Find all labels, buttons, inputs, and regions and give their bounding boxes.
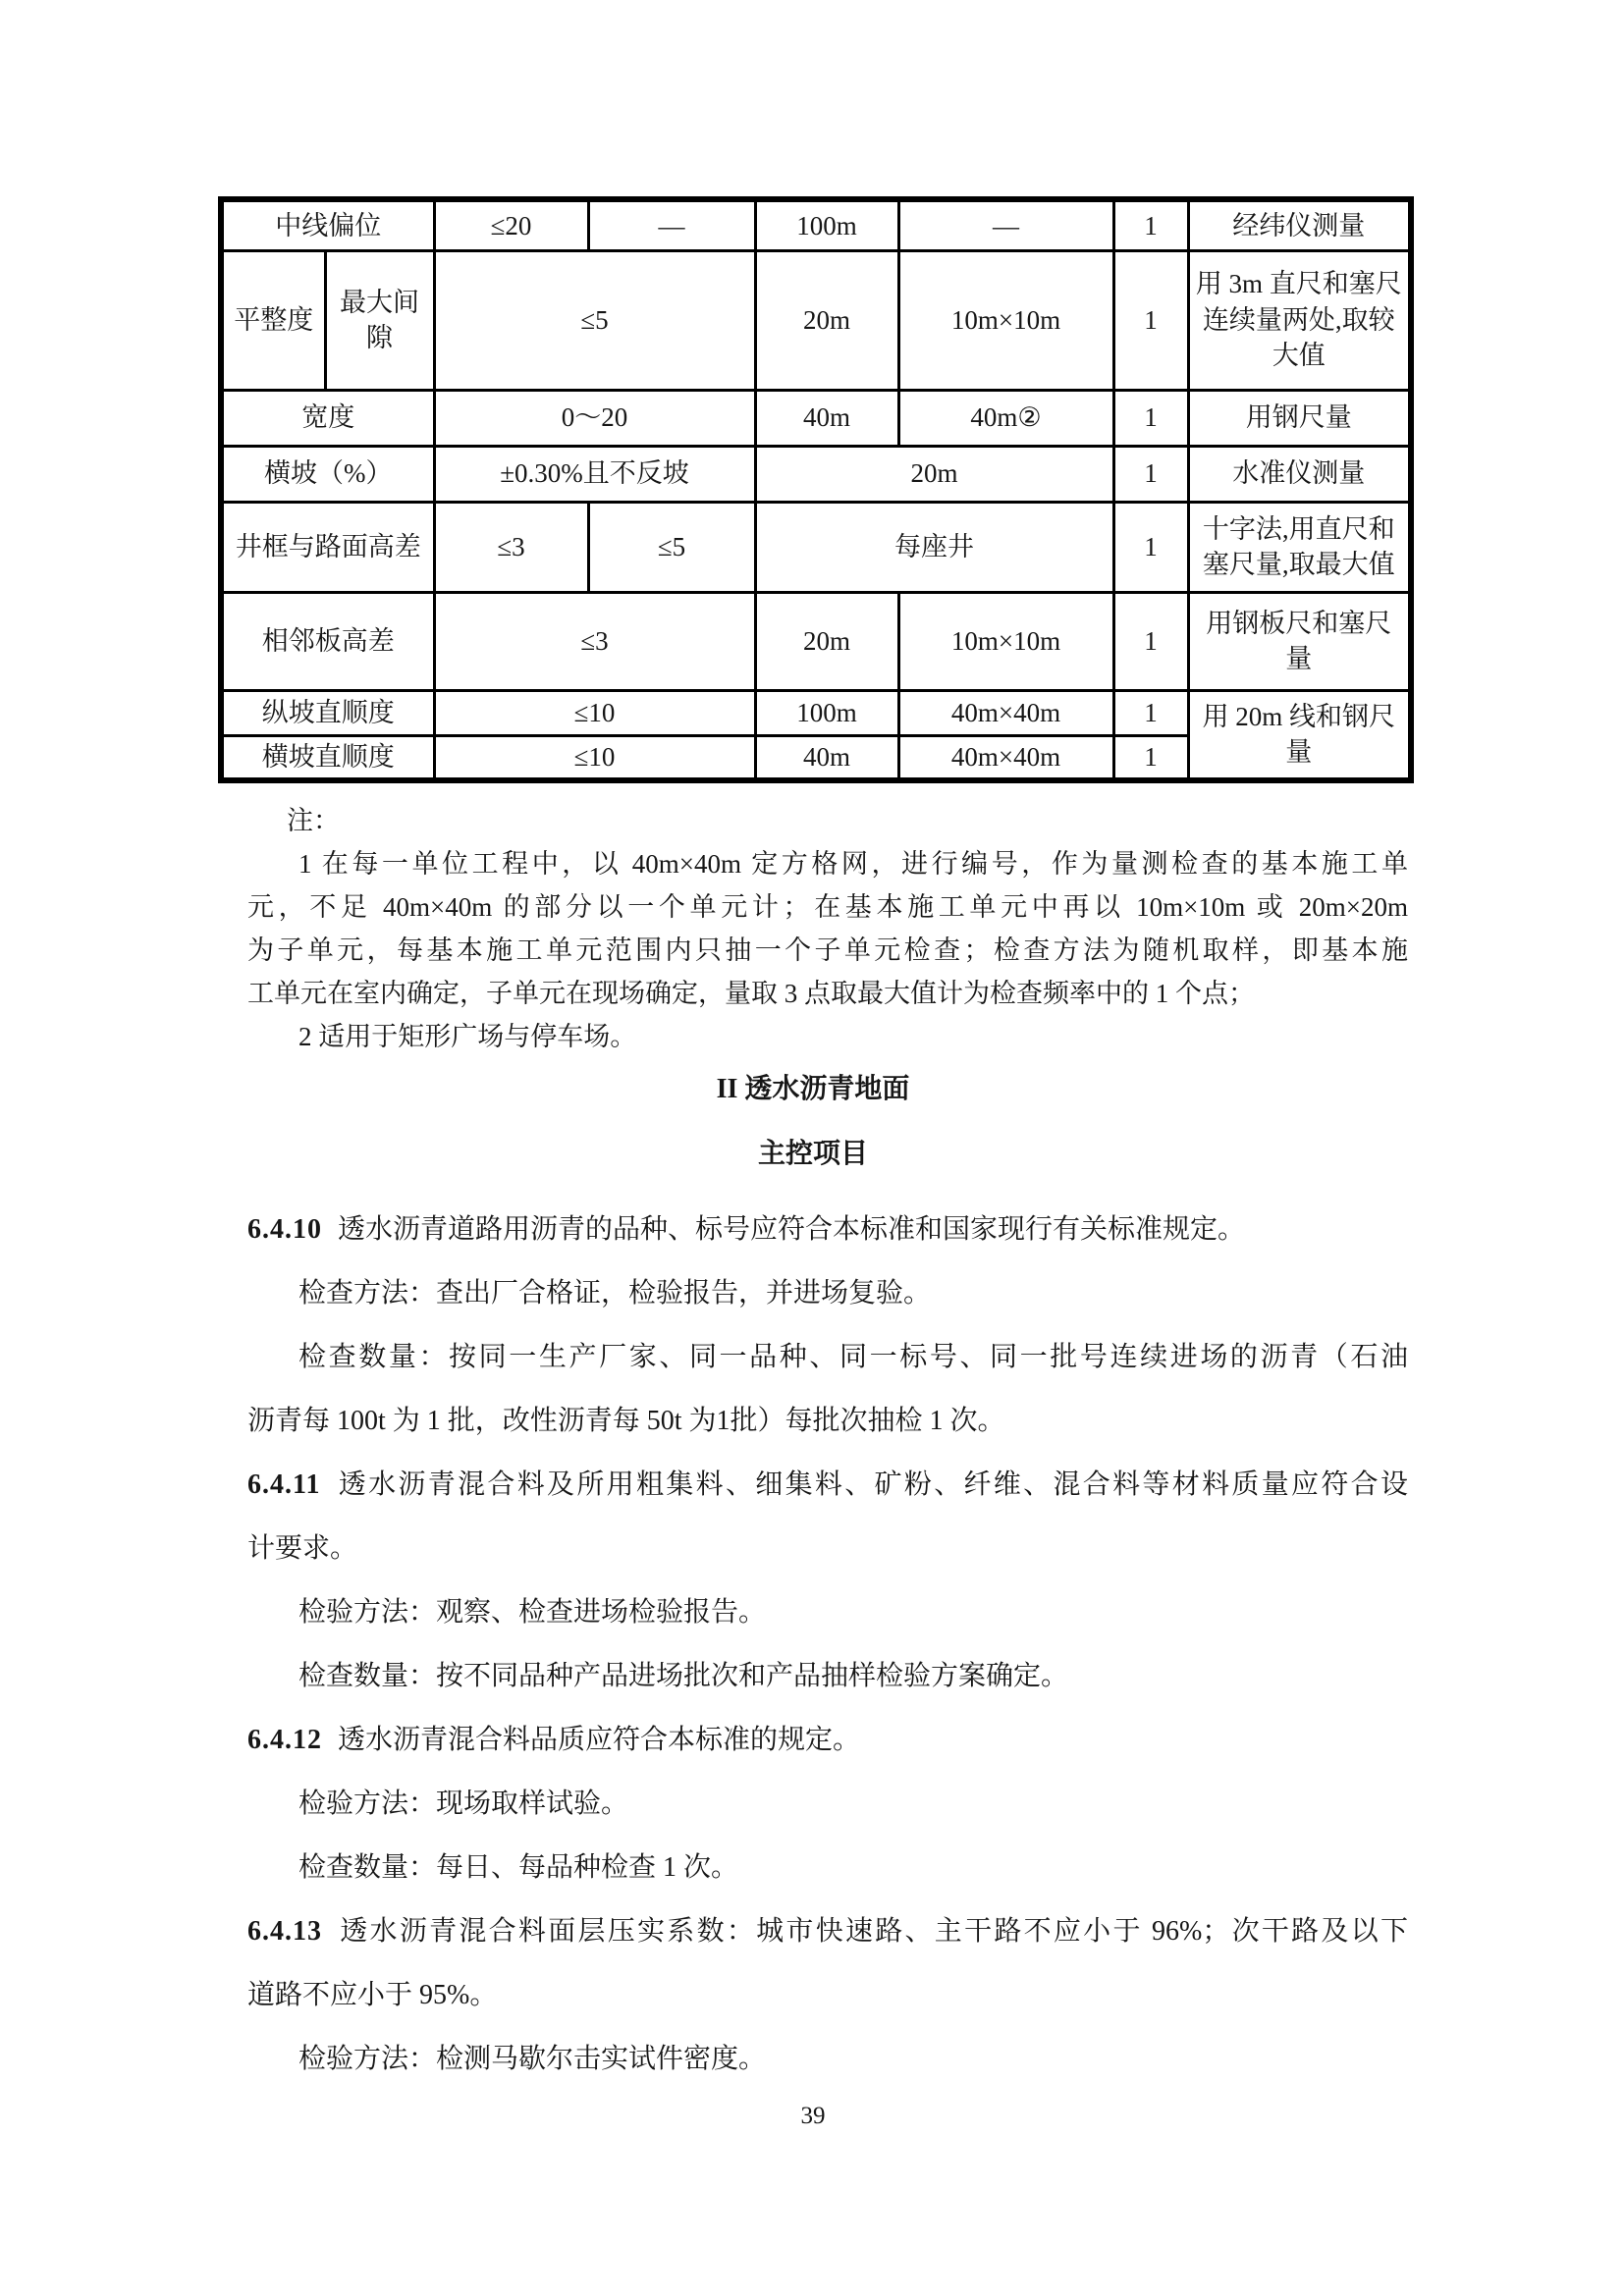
body-text: [247, 1198, 1408, 2091]
note-line: 为子单元，每基本施工单元范围内只抽一个子单元检查；检查方法为随机取样，即基本施: [247, 935, 1408, 965]
clause-text: 透水沥青道路用沥青的品种、标号应符合本标准和国家现行有关标准规定。: [338, 1214, 1246, 1245]
page-number: 39: [800, 2103, 826, 2129]
cell-range: 10m×10m: [898, 592, 1113, 690]
body-line: 检验方法：观察、检查进场检验报告。: [298, 1597, 767, 1628]
clause-number: 6.4.13: [247, 1916, 322, 1947]
cell-method: 经纬仪测量: [1188, 199, 1411, 250]
cell-range: 40m: [755, 390, 898, 446]
note-line: 1 在每一单位工程中，以 40m×40m 定方格网，进行编号，作为量测检查的基本施工单: [298, 849, 1408, 879]
cell-deviation: ≤20: [434, 199, 588, 250]
cell-method: 水准仪测量: [1188, 446, 1411, 502]
cell-deviation: ≤10: [434, 690, 755, 735]
body-line: 检查数量：每日、每品种检查 1 次。: [298, 1852, 739, 1883]
cell-method: 用 3m 直尺和塞尺连续量两处,取较大值: [1188, 250, 1411, 390]
cell-deviation: ≤5: [588, 502, 755, 592]
notes-label: 注：: [287, 806, 340, 835]
cell-range: 20m: [755, 592, 898, 690]
cell-range: 20m: [755, 250, 898, 390]
cell-count: 1: [1113, 390, 1188, 446]
clause-number: 6.4.12: [247, 1725, 322, 1755]
note-line: 2 适用于矩形广场与停车场。: [298, 1022, 637, 1051]
clause-line: [247, 1198, 1408, 1261]
cell-item: 横坡（%）: [221, 446, 434, 502]
table-row: [221, 502, 1411, 592]
cell-range: 40m×40m: [898, 735, 1113, 780]
cell-count: 1: [1113, 199, 1188, 250]
clause-number: 6.4.11: [247, 1469, 321, 1500]
cell-deviation: ≤10: [434, 735, 755, 780]
body-line: 检查方法：查出厂合格证，检验报告，并进场复验。: [298, 1278, 932, 1308]
cell-range: 20m: [755, 446, 1113, 502]
cell-item: 中线偏位: [221, 199, 434, 250]
cell-deviation: ≤5: [434, 250, 755, 390]
clause-number: 6.4.10: [247, 1214, 322, 1245]
cell-range: 10m×10m: [898, 250, 1113, 390]
clause-line: [247, 1708, 1408, 1772]
cell-count: 1: [1113, 690, 1188, 735]
body-line: 检验方法：现场取样试验。: [298, 1789, 629, 1819]
cell-range: 每座井: [755, 502, 1113, 592]
clause-line: [247, 1453, 1408, 1517]
cell-deviation: ≤3: [434, 592, 755, 690]
cell-item: 平整度: [221, 250, 325, 390]
cell-range: 40m②: [898, 390, 1113, 446]
cell-method: 用钢板尺和塞尺量: [1188, 592, 1411, 690]
cell-deviation: —: [588, 199, 755, 250]
cell-method: 用钢尺量: [1188, 390, 1411, 446]
note-line: 元，不足 40m×40m 的部分以一个单元计；在基本施工单元中再以 10m×10m 或 20m×20m: [247, 892, 1408, 922]
table-row: [221, 690, 1411, 735]
cell-range: 100m: [755, 690, 898, 735]
cell-item: 纵坡直顺度: [221, 690, 434, 735]
table-notes: [247, 799, 1408, 1058]
cell-method: 十字法,用直尺和塞尺量,取最大值: [1188, 502, 1411, 592]
cell-range: 100m: [755, 199, 898, 250]
table-row: [221, 199, 1411, 250]
cell-count: 1: [1113, 502, 1188, 592]
body-line: 道路不应小于 95%。: [247, 1980, 498, 2010]
cell-range: —: [898, 199, 1113, 250]
cell-item: 相邻板高差: [221, 592, 434, 690]
cell-item: 横坡直顺度: [221, 735, 434, 780]
cell-count: 1: [1113, 446, 1188, 502]
cell-count: 1: [1113, 592, 1188, 690]
body-line: 计要求。: [247, 1533, 358, 1564]
table-row: [221, 390, 1411, 446]
body-line: 检查数量：按同一生产厂家、同一品种、同一标号、同一批号连续进场的沥青（石油: [298, 1342, 1408, 1372]
subsection-heading: 主控项目: [757, 1139, 868, 1169]
cell-item: 井框与路面高差: [221, 502, 434, 592]
note-line: 工单元在室内确定，子单元在现场确定，量取 3 点取最大值计为检查频率中的 1 个点；: [247, 979, 1255, 1008]
section-heading: II 透水沥青地面: [716, 1074, 910, 1104]
table-row: [221, 592, 1411, 690]
cell-count: 1: [1113, 735, 1188, 780]
cell-subitem: 最大间隙: [325, 250, 434, 390]
table-row: [221, 446, 1411, 502]
cell-deviation: 0～20: [434, 390, 755, 446]
body-line: 检查数量：按不同品种产品进场批次和产品抽样检验方案确定。: [298, 1661, 1069, 1691]
body-line: 沥青每 100t 为 1 批，改性沥青每 50t 为1批）每批次抽检 1 次。: [247, 1406, 1005, 1436]
cell-count: 1: [1113, 250, 1188, 390]
table-row: [221, 250, 1411, 390]
tolerance-spec-table: [218, 196, 1414, 783]
clause-text: 透水沥青混合料及所用粗集料、细集料、矿粉、纤维、混合料等材料质量应符合设: [336, 1469, 1408, 1500]
clause-line: [247, 1899, 1408, 1963]
cell-deviation: ±0.30%且不反坡: [434, 446, 755, 502]
cell-range: 40m×40m: [898, 690, 1113, 735]
cell-item: 宽度: [221, 390, 434, 446]
cell-deviation: ≤3: [434, 502, 588, 592]
clause-text: 透水沥青混合料品质应符合本标准的规定。: [338, 1725, 861, 1755]
cell-range: 40m: [755, 735, 898, 780]
clause-text: 透水沥青混合料面层压实系数：城市快速路、主干路不应小于 96%；次干路及以下: [338, 1916, 1408, 1947]
body-line: 检验方法：检测马歇尔击实试件密度。: [298, 2044, 767, 2074]
cell-method: 用 20m 线和钢尺量: [1188, 690, 1411, 780]
